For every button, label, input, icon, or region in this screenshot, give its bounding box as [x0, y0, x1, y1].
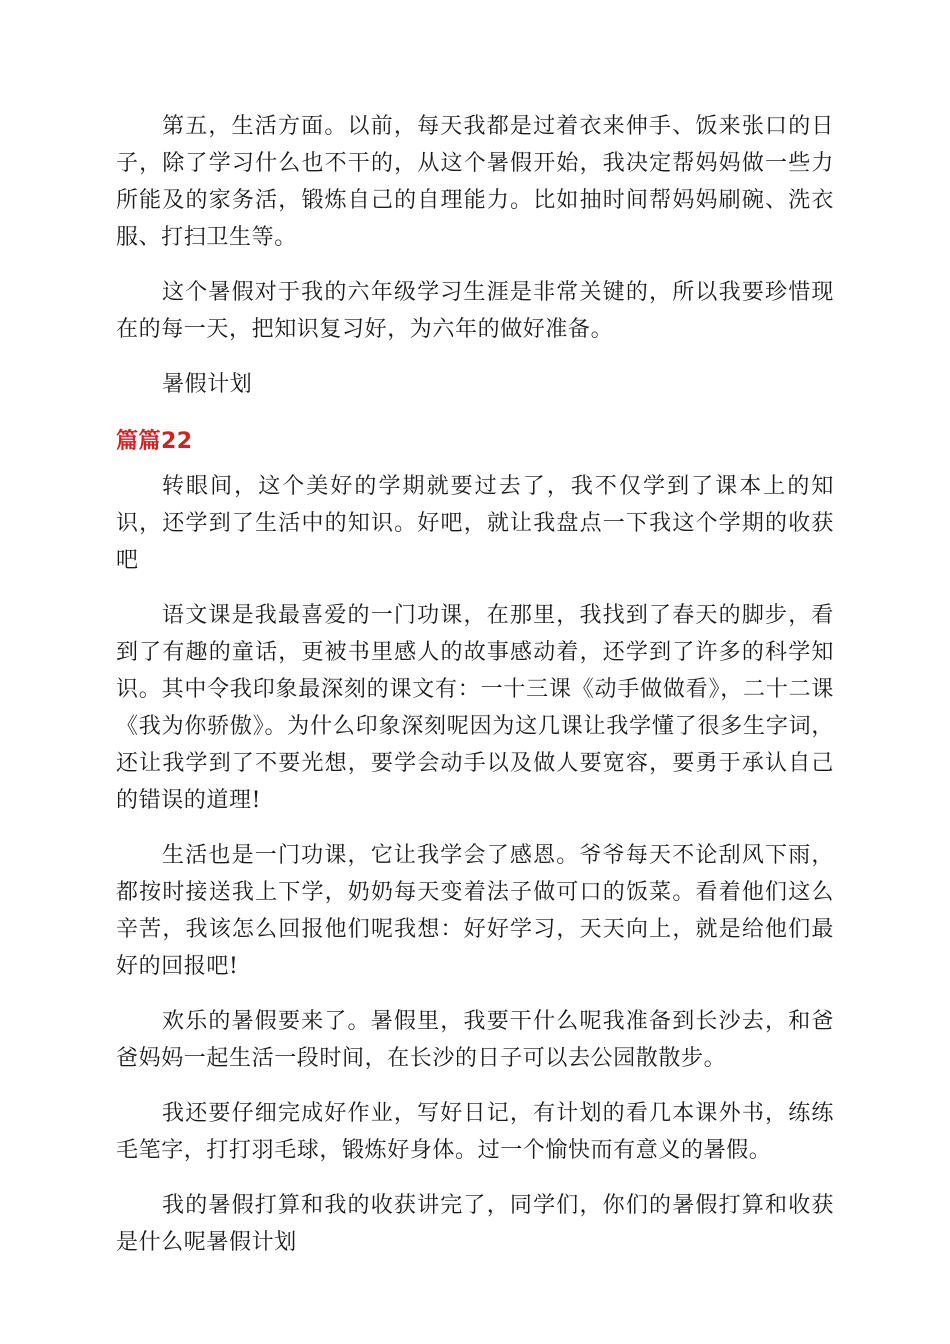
paragraph-summer-plan-label: 暑假计划	[162, 372, 253, 397]
paragraph-semester-intro: 转眼间，这个美好的学期就要过去了，我不仅学到了课本上的知识，还学到了生活中的知识。好吧，就让我盘点一下我这个学期的收获吧	[116, 474, 834, 573]
paragraph-grade-six-importance: 这个暑假对于我的六年级学习生涯是非常关键的，所以我要珍惜现在的每一天，把知识复习好，为六年的做好准备。	[116, 280, 834, 342]
paragraph-summer-changsha: 欢乐的暑假要来了。暑假里，我要干什么呢我准备到长沙去，和爸爸妈妈一起生活一段时间，在长沙的日子可以去公园散散步。	[116, 1009, 834, 1071]
paragraph-chinese-class: 语文课是我最喜爱的一门功课，在那里，我找到了春天的脚步，看到了有趣的童话，更被书里感人的故事感动着，还学到了许多的科学知识。其中令我印象最深刻的课文有：一十三课《动手做做看》，二十二课《我为你骄傲》。为什么印象深刻呢因为这几课让我学懂了很多生字词，还让我学到了不要光想，要学会动手以及做人要宽容，要勇于承认自己的错误的道理!	[116, 603, 834, 813]
paragraph-summer-activities: 我还要仔细完成好作业，写好日记，有计划的看几本课外书，练练毛笔字，打打羽毛球，锻炼好身体。过一个愉快而有意义的暑假。	[116, 1101, 834, 1163]
paragraph-life-lesson: 生活也是一门功课，它让我学会了感恩。爷爷每天不论刮风下雨，都按时接送我上下学，奶奶每天变着法子做可口的饭菜。看着他们这么辛苦，我该怎么回报他们呢我想：好好学习，天天向上，就是给他们最好的回报吧!	[116, 843, 834, 979]
paragraph-life-aspect: 第五，生活方面。以前，每天我都是过着衣来伸手、饭来张口的日子，除了学习什么也不干的，从这个暑假开始，我决定帮妈妈做一些力所能及的家务活，锻炼自己的自理能力。比如抽时间帮妈妈刷碗、洗衣服、打扫卫生等。	[116, 114, 834, 250]
paragraph-closing: 我的暑假打算和我的收获讲完了，同学们，你们的暑假打算和收获是什么呢暑假计划	[116, 1193, 834, 1255]
section-heading: 篇篇22	[116, 429, 193, 454]
document-page	[116, 108, 834, 1279]
